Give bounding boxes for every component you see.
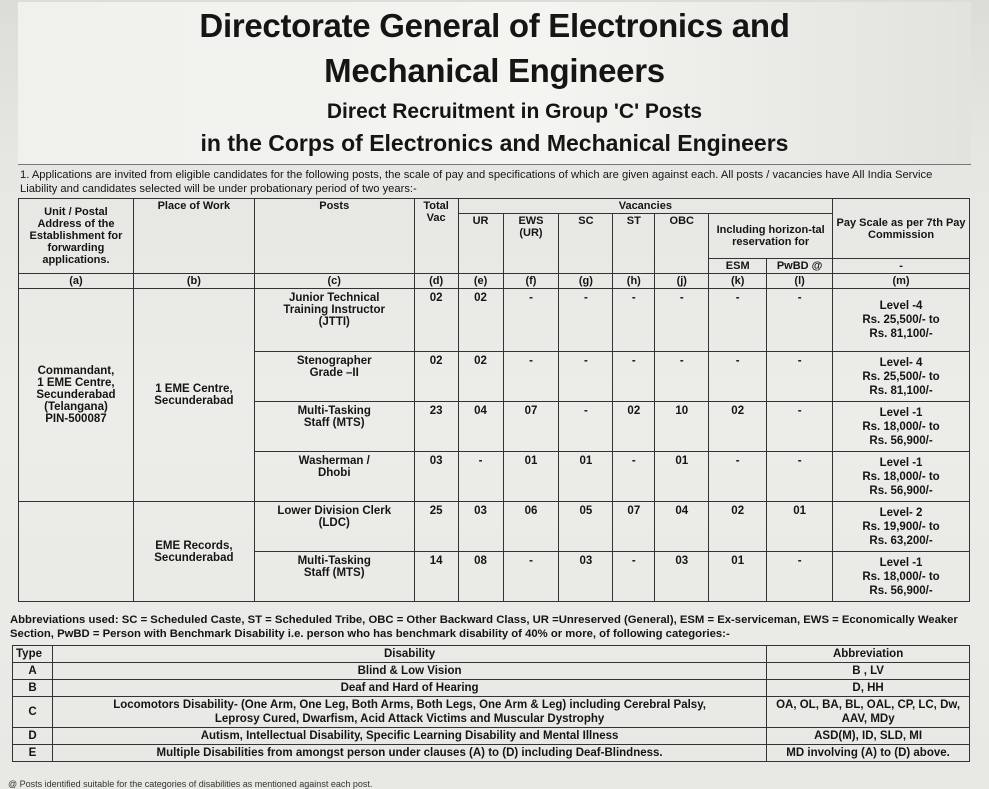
obc-vac: 10 (655, 402, 709, 452)
post-name: Multi-Tasking Staff (MTS) (254, 552, 414, 602)
pwbd-vac: - (767, 402, 833, 452)
disability-type: E (13, 745, 53, 762)
pay-scale: Level- 4 Rs. 25,500/- to Rs. 81,100/- (833, 352, 970, 402)
column-letters-row (19, 274, 970, 289)
letter-f: (f) (503, 274, 559, 289)
header-st: ST (613, 214, 655, 274)
disability-type: A (13, 663, 53, 680)
st-vac: - (613, 352, 655, 402)
post-name: Washerman / Dhobi (254, 452, 414, 502)
ews-vac: 01 (503, 452, 559, 502)
disability-desc: Multiple Disabilities from amongst person under clauses (A) to (D) including Deaf-Blindness. (52, 745, 766, 762)
vacancy-table (18, 198, 970, 602)
post-name: Lower Division Clerk (LDC) (254, 502, 414, 552)
subtitle-line-1: Direct Recruitment in Group 'C' Posts (326, 100, 703, 123)
obc-vac: - (655, 289, 709, 352)
letter-g: (g) (559, 274, 613, 289)
disability-abbr: ASD(M), ID, SLD, MI (767, 728, 970, 745)
post-name: Junior Technical Training Instructor (JTTI) (254, 289, 414, 352)
footnote: @ Posts identified suitable for the categories of disabilities as mentioned against each post. (8, 779, 373, 789)
letter-d: (d) (414, 274, 458, 289)
disability-abbr: OA, OL, BA, BL, OAL, CP, LC, Dw, AAV, MDy (767, 697, 970, 728)
obc-vac: 03 (655, 552, 709, 602)
disability-desc: Locomotors Disability- (One Arm, One Leg, Both Arms, Both Legs, One Arm & Leg) including Cerebral Palsy, Leprosy Cured, Dwarfism, Acid Attack Victims and Muscular Dystrophy (52, 697, 766, 728)
disability-type: D (13, 728, 53, 745)
pay-scale: Level- 2 Rs. 19,900/- to Rs. 63,200/- (833, 502, 970, 552)
header-place: Place of Work (133, 199, 254, 274)
letter-e: (e) (458, 274, 503, 289)
disability-row (13, 697, 970, 728)
total-vac: 02 (414, 289, 458, 352)
st-vac: - (613, 289, 655, 352)
disability-abbr: B , LV (767, 663, 970, 680)
esm-vac: 02 (709, 402, 767, 452)
letter-m: (m) (833, 274, 970, 289)
header-unit: Unit / Postal Address of the Establishment for forwarding applications. (19, 199, 134, 274)
letter-k: (k) (709, 274, 767, 289)
ews-vac: - (503, 352, 559, 402)
header-pay: Pay Scale as per 7th Pay Commission (833, 199, 970, 259)
pay-scale: Level -1 Rs. 18,000/- to Rs. 56,900/- (833, 402, 970, 452)
disability-row (13, 745, 970, 762)
header-horizontal: Including horizon-tal reservation for (709, 214, 833, 259)
disability-abbr: D, HH (767, 680, 970, 697)
disability-type: B (13, 680, 53, 697)
disability-table (12, 645, 970, 762)
abbreviations-note: Abbreviations used: SC = Scheduled Caste, ST = Scheduled Tribe, OBC = Other Backward Class, UR =Unreserved (General), ESM = Ex-serviceman, EWS = Economically Weaker Section, PwBD = Person with Benchmark Disability i.e. person who has benchmark disability of 40% or more, of following categories:- (10, 614, 958, 640)
table-row (19, 289, 970, 352)
header-ews: EWS (UR) (503, 214, 559, 274)
ews-vac: 06 (503, 502, 559, 552)
letter-c: (c) (254, 274, 414, 289)
obc-vac: - (655, 352, 709, 402)
esm-vac: - (709, 352, 767, 402)
header-sc: SC (559, 214, 613, 274)
pay-scale: Level -1 Rs. 18,000/- to Rs. 56,900/- (833, 552, 970, 602)
sc-vac: 05 (559, 502, 613, 552)
header-obc: OBC (655, 214, 709, 274)
pwbd-vac: 01 (767, 502, 833, 552)
disability-desc: Deaf and Hard of Hearing (52, 680, 766, 697)
header-abbreviation: Abbreviation (767, 646, 970, 663)
sc-vac: - (559, 352, 613, 402)
ur-vac: 02 (458, 352, 503, 402)
pay-scale: Level -1 Rs. 18,000/- to Rs. 56,900/- (833, 452, 970, 502)
obc-vac: 04 (655, 502, 709, 552)
header-esm: ESM (709, 259, 767, 274)
letter-l: (l) (767, 274, 833, 289)
title-line-2: Mechanical Engineers (324, 52, 665, 89)
unit-address: Commandant, 1 EME Centre, Secunderabad (Telangana) PIN-500087 (19, 289, 134, 502)
disability-abbr: MD involving (A) to (D) above. (767, 745, 970, 762)
unit-address-continued (19, 502, 134, 602)
pay-scale: Level -4 Rs. 25,500/- to Rs. 81,100/- (833, 289, 970, 352)
post-name: Stenographer Grade –II (254, 352, 414, 402)
total-vac: 14 (414, 552, 458, 602)
disability-row (13, 663, 970, 680)
ur-vac: 04 (458, 402, 503, 452)
sc-vac: - (559, 402, 613, 452)
header-total: Total Vac (414, 199, 458, 274)
header-posts: Posts (254, 199, 414, 274)
header-vacancies: Vacancies (458, 199, 833, 214)
letter-b: (b) (133, 274, 254, 289)
pwbd-vac: - (767, 552, 833, 602)
subtitle-line-2: in the Corps of Electronics and Mechanical Engineers (200, 130, 789, 156)
place-of-work-1: 1 EME Centre, Secunderabad (133, 289, 254, 502)
disability-row (13, 680, 970, 697)
esm-vac: 01 (709, 552, 767, 602)
ur-vac: 08 (458, 552, 503, 602)
st-vac: - (613, 552, 655, 602)
header-pwbd: PwBD @ (767, 259, 833, 274)
disability-header-row (13, 646, 970, 663)
total-vac: 02 (414, 352, 458, 402)
esm-vac: - (709, 289, 767, 352)
letter-a: (a) (19, 274, 134, 289)
obc-vac: 01 (655, 452, 709, 502)
table-row (19, 502, 970, 552)
disability-type: C (13, 697, 53, 728)
esm-vac: 02 (709, 502, 767, 552)
total-vac: 25 (414, 502, 458, 552)
pwbd-vac: - (767, 352, 833, 402)
sc-vac: - (559, 289, 613, 352)
post-name: Multi-Tasking Staff (MTS) (254, 402, 414, 452)
ews-vac: - (503, 552, 559, 602)
sc-vac: 01 (559, 452, 613, 502)
letter-h: (h) (613, 274, 655, 289)
ur-vac: 02 (458, 289, 503, 352)
title-line-1: Directorate General of Electronics and (199, 7, 790, 44)
st-vac: 07 (613, 502, 655, 552)
pwbd-vac: - (767, 289, 833, 352)
st-vac: - (613, 452, 655, 502)
ur-vac: - (458, 452, 503, 502)
place-of-work-2: EME Records, Secunderabad (133, 502, 254, 602)
ews-vac: 07 (503, 402, 559, 452)
disability-desc: Autism, Intellectual Disability, Specific Learning Disability and Mental Illness (52, 728, 766, 745)
header-disability: Disability (52, 646, 766, 663)
disability-row (13, 728, 970, 745)
advertisement-header (18, 2, 971, 165)
total-vac: 23 (414, 402, 458, 452)
total-vac: 03 (414, 452, 458, 502)
pwbd-vac: - (767, 452, 833, 502)
ur-vac: 03 (458, 502, 503, 552)
intro-paragraph: 1. Applications are invited from eligible candidates for the following posts, the scale of pay and specifications of which are given against each. All posts / vacancies have All India Service Liability and candidates selected will be under probationary period of two years:- (20, 169, 933, 195)
header-type: Type (13, 646, 53, 663)
ews-vac: - (503, 289, 559, 352)
esm-vac: - (709, 452, 767, 502)
st-vac: 02 (613, 402, 655, 452)
disability-desc: Blind & Low Vision (52, 663, 766, 680)
letter-j: (j) (655, 274, 709, 289)
sc-vac: 03 (559, 552, 613, 602)
header-pay-sub: - (833, 259, 970, 274)
header-ur: UR (458, 214, 503, 274)
